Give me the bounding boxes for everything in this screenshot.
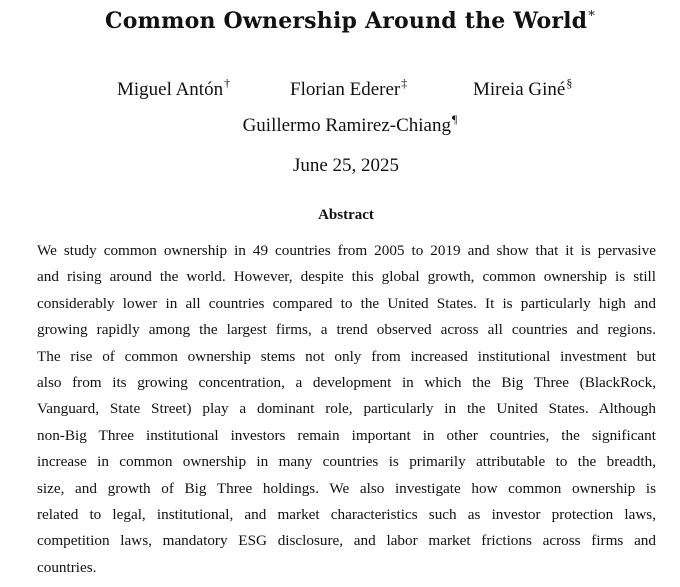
- author-name: Florian Ederer: [290, 79, 401, 100]
- author-footnote-mark: ¶: [451, 112, 458, 126]
- author-footnote-mark: §: [566, 76, 573, 90]
- paper-title: [0, 8, 680, 34]
- abstract-body: [37, 238, 656, 581]
- abstract-line: size, and growth of Big Three holdings. We also investigate how common ownership is: [37, 479, 656, 497]
- author-name: Mireia Giné: [473, 79, 566, 100]
- title-footnote-mark: *: [588, 9, 595, 24]
- author-name: Guillermo Ramirez-Chiang: [242, 115, 451, 136]
- author-ederer: [290, 76, 407, 101]
- paper-date: June 25, 2025: [292, 155, 400, 176]
- paper-title-text: Common Ownership Around the World: [105, 8, 588, 34]
- abstract-line: growing rapidly among the largest firms, a trend observed across all countries and regions.: [37, 321, 656, 339]
- abstract-line: competition laws, mandatory ESG disclosure, and labor market frictions across firms and: [37, 532, 656, 550]
- author-footnote-mark: ‡: [401, 76, 408, 90]
- abstract-line: related to legal, institutional, and market characteristics such as investor protection laws,: [37, 505, 656, 523]
- abstract-line: countries.: [37, 558, 97, 576]
- abstract-line: Vanguard, State Street) play a dominant role, particularly in the United States. Although: [37, 400, 656, 418]
- abstract-heading: Abstract: [318, 207, 374, 223]
- abstract-line: considerably lower in all countries compared to the United States. It is particularly high and: [37, 294, 656, 312]
- author-list: [0, 76, 680, 100]
- author-ramirez-chiang: [0, 112, 680, 137]
- abstract-line: We study common ownership in 49 countries from 2005 to 2019 and show that it is pervasive: [37, 242, 656, 259]
- author-gine: [473, 76, 572, 101]
- abstract-line: and rising around the world. However, despite this global growth, common ownership is still: [37, 268, 656, 286]
- abstract-line: also from its growing concentration, a development in which the Big Three (BlackRock,: [37, 373, 656, 391]
- author-anton: [117, 76, 230, 101]
- abstract-line: The rise of common ownership stems not only from increased institutional investment but: [37, 347, 656, 365]
- abstract-line: non-Big Three institutional investors remain important in other countries, the significant: [37, 426, 656, 444]
- author-footnote-mark: †: [224, 76, 231, 90]
- author-name: Miguel Antón: [117, 79, 224, 100]
- abstract-line: increase in common ownership in many countries is primarily attributable to the breadth,: [37, 453, 656, 471]
